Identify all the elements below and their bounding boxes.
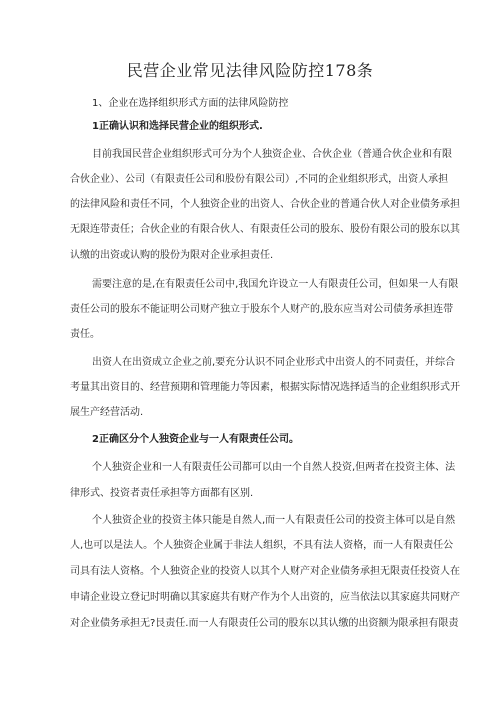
- paragraph-line: 展生产经营活动.: [70, 407, 144, 418]
- paragraph-line: 的法律风险和责任不同，个人独资企业的出资人、合伙企业的普通合伙人对企业债务承担: [70, 199, 460, 210]
- paragraph-line: 目前我国民营企业组织形式可分为个人独资企业、合伙企业（普通合伙企业和有限: [92, 149, 452, 160]
- paragraph-line: 责任公司的股东不能证明公司财产独立于股东个人财产的,股东应当对公司债务承担连带: [70, 304, 454, 315]
- paragraph-line: 个人独资企业的投资主体只能是自然人,而一人有限责任公司的投资主体可以是自然: [92, 515, 456, 526]
- paragraph-line: 个人独资企业和一人有限责任公司都可以由一个自然人投资,但两者在投资主体、法: [92, 462, 456, 473]
- paragraph-line: 认缴的出资或认购的股份为限对企业承担责任.: [70, 250, 274, 261]
- document-title: 民营企业常见法律风险防控178条: [126, 61, 374, 80]
- subheading-1: 1正确认识和选择民营企业的组织形式.: [92, 121, 263, 132]
- paragraph-line: 人,也可以是法人。个人独资企业属于非法人组织，不具有法人资格，而一人有限责任公: [70, 540, 454, 551]
- paragraph-line: 申请企业设立登记时明确以其家庭共有财产作为个人出资的，应当依法以其家庭共同财产: [70, 592, 460, 603]
- paragraph-line: 出资人在出资成立企业之前,要充分认识不同企业形式中出资人的不同责任，并综合: [92, 357, 456, 368]
- section-heading: 1、企业在选择组织形式方面的法律风险防控: [92, 98, 289, 109]
- paragraph-line: 合伙企业）、公司（有限责任公司和股份有限公司）,不同的企业组织形式，出资人承担: [70, 174, 449, 185]
- paragraph-line: 考量其出资目的、经营预期和管理能力等因素，根据实际情况选择适当的企业组织形式开: [70, 382, 460, 393]
- paragraph-line: 司具有法人资格。个人独资企业的投资人以其个人财产对企业债务承担无限责任投资人在: [70, 566, 460, 577]
- paragraph-line: 对企业债务承担无?艮责任.而一人有限责任公司的股东以其认缴的出资额为限承担有限责: [70, 618, 459, 629]
- subheading-2: 2正确区分个人独资企业与一人有限责任公司。: [92, 434, 299, 445]
- paragraph-line: 责任。: [70, 329, 100, 340]
- paragraph-line: 律形式、投资者责任承担等方面都有区别.: [70, 488, 254, 499]
- paragraph-line: 需要注意的是,在有限责任公司中,我国允许设立一人有限责任公司，但如果一人有限: [92, 279, 459, 290]
- paragraph-line: 无限连带责任；合伙企业的有限合伙人、有限责任公司的股东、股份有限公司的股东以其: [70, 224, 460, 235]
